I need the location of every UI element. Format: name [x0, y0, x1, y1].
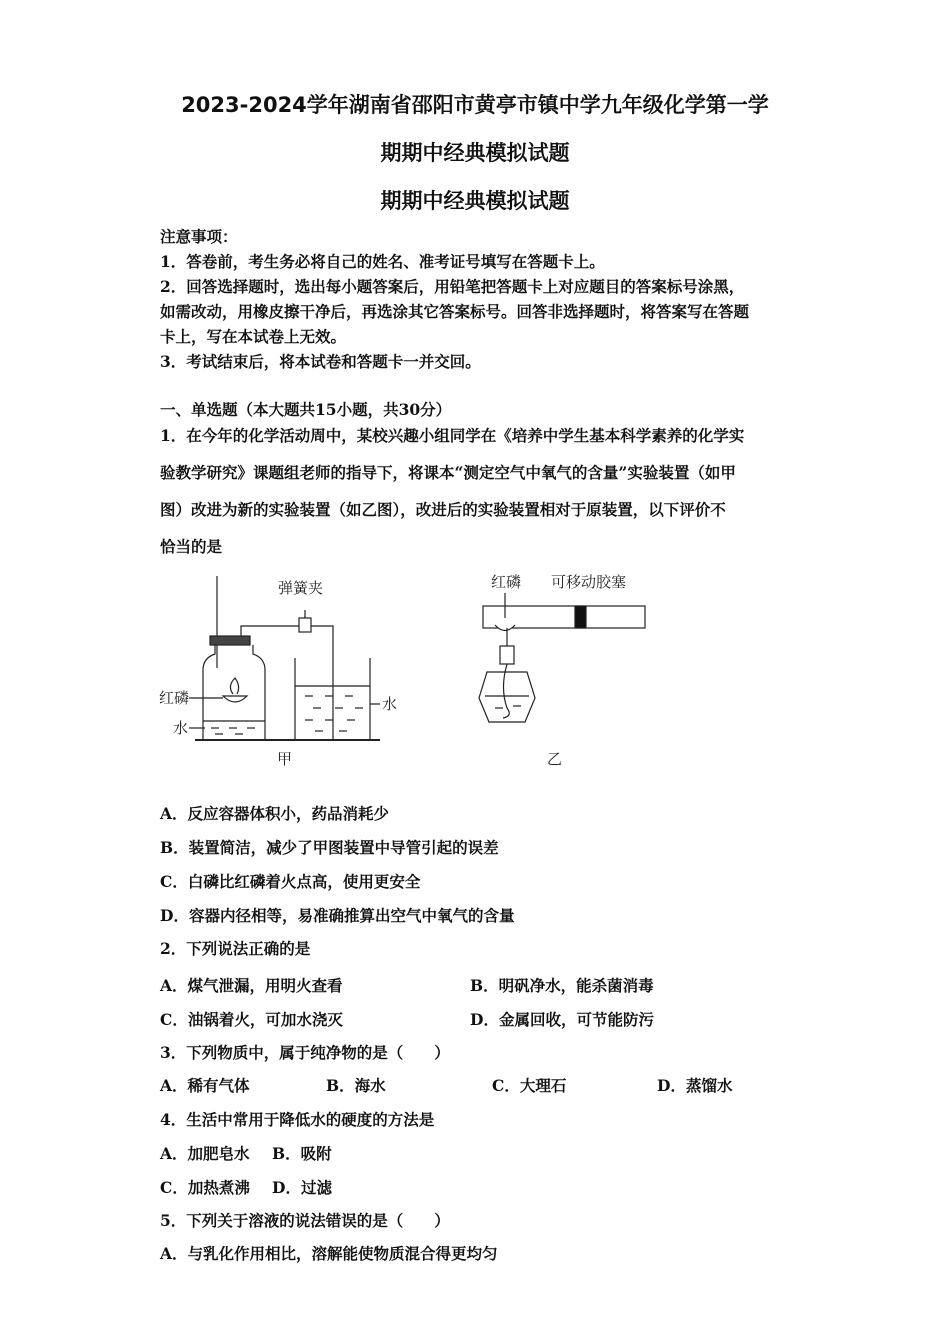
question-5-option-a: A．与乳化作用相比，溶解能使物质混合得更均匀: [160, 1244, 498, 1263]
question-4-option-b: B．吸附: [272, 1144, 332, 1163]
notice-item: 1．答卷前，考生务必将自己的姓名、准考证号填写在答题卡上。: [160, 252, 605, 271]
movable-plug-label: 可移动胶塞: [551, 573, 627, 591]
question-1-stem: 1．在今年的化学活动周中，某校兴趣小组同学在《培养中学生基本科学素养的化学实: [160, 426, 745, 445]
figure-caption-yi: 乙: [547, 750, 563, 768]
exam-title-line-3: 期期中经典模拟试题: [380, 189, 570, 213]
flame-icon: [230, 678, 238, 694]
spring-clip-label: 弹簧夹: [278, 579, 324, 597]
notice-item: 2．回答选择题时，选出每小题答案后，用铅笔把答题卡上对应题目的答案标号涂黑，: [160, 277, 745, 296]
question-4-option-c: C．加热煮沸: [160, 1178, 250, 1197]
notice-item: 如需改动，用橡皮擦干净后，再选涂其它答案标号。回答非选择题时，将答案写在答题: [160, 302, 750, 321]
question-2-option-b: B．明矾净水，能杀菌消毒: [470, 976, 654, 995]
question-1-stem: 图）改进为新的实验装置（如乙图），改进后的实验装置相对于原装置，以下评价不: [160, 500, 726, 519]
question-2-option-d: D．金属回收，可节能防污: [470, 1010, 654, 1029]
collecting-bottle: [203, 645, 265, 740]
question-4-option-d: D．过滤: [272, 1178, 332, 1197]
question-1-option-a: A．反应容器体积小，药品消耗少: [160, 804, 390, 823]
glass-tube: [483, 606, 645, 628]
question-3-option-d: D．蒸馏水: [657, 1076, 733, 1095]
question-1-stem: 恰当的是: [160, 537, 223, 556]
exam-title-line-2: 期期中经典模拟试题: [380, 141, 570, 165]
notice-item: 卡上，写在本试卷上无效。: [160, 327, 347, 346]
question-4-option-a: A．加肥皂水: [160, 1144, 250, 1163]
question-3-option-a: A．稀有气体: [160, 1076, 250, 1095]
question-1-option-c: C．白磷比红磷着火点高，使用更安全: [160, 872, 421, 891]
combustion-spoon: [223, 696, 247, 702]
red-phosphorus-label-b: 红磷: [491, 573, 522, 591]
alcohol-lamp: [479, 672, 535, 722]
question-1-option-b: B．装置简洁，减少了甲图装置中导管引起的误差: [160, 838, 499, 857]
apparatus-yi: [479, 593, 645, 722]
question-2-stem: 2．下列说法正确的是: [160, 939, 311, 958]
question-2-option-a: A．煤气泄漏，用明火查看: [160, 976, 343, 995]
question-3-option-c: C．大理石: [492, 1076, 567, 1095]
notice-item: 3．考试结束后，将本试卷和答题卡一并交回。: [160, 352, 481, 371]
water-label-b: 水: [382, 695, 398, 713]
question-3-stem: 3．下列物质中，属于纯净物的是（ ）: [160, 1043, 450, 1062]
notice-heading: 注意事项：: [160, 227, 238, 246]
figure-caption-jia: 甲: [277, 750, 293, 768]
exam-title-line-1: 2023-2024学年湖南省邵阳市黄亭市镇中学九年级化学第一学: [181, 93, 769, 117]
rubber-stopper: [210, 636, 250, 645]
apparatus-figure: [155, 568, 655, 773]
question-1-stem: 验教学研究》课题组老师的指导下，将课本“测定空气中氧气的含量”实验装置（如甲: [160, 463, 736, 482]
question-4-stem: 4．生活中常用于降低水的硬度的方法是: [160, 1110, 435, 1129]
question-2-option-c: C．油锅着火，可加水浇灭: [160, 1010, 343, 1029]
question-3-option-b: B．海水: [326, 1076, 386, 1095]
question-1-option-d: D．容器内径相等，易准确推算出空气中氧气的含量: [160, 906, 515, 925]
water-label-a: 水: [173, 719, 189, 737]
question-5-stem: 5．下列关于溶液的说法错误的是（ ）: [160, 1211, 450, 1230]
red-phosphorus-label-a: 红磷: [159, 689, 190, 707]
movable-plug: [575, 606, 586, 628]
apparatus-jia: [189, 576, 380, 740]
lamp-wick-holder: [500, 646, 514, 664]
spring-clip-icon: [299, 618, 311, 632]
section-heading: 一、单选题（本大题共15小题，共30分）: [160, 400, 452, 419]
